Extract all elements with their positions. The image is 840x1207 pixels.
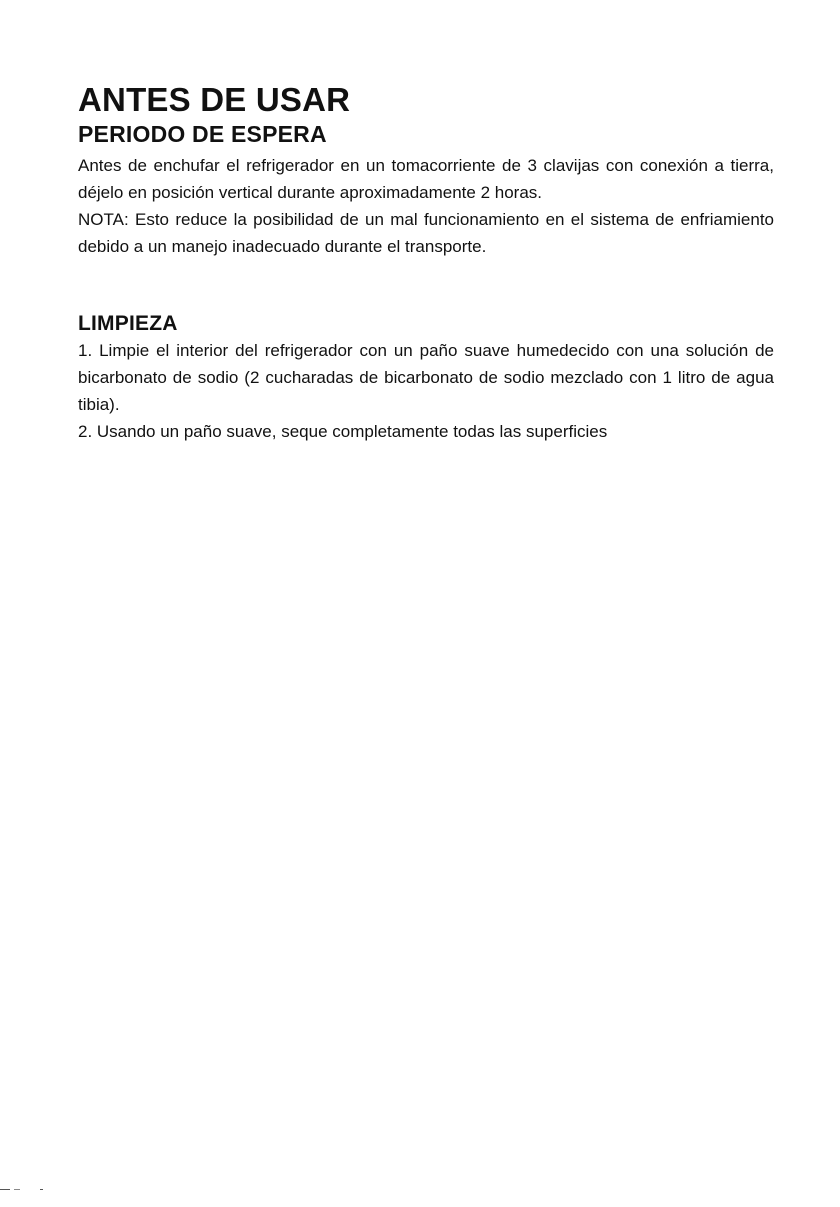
section-heading-limpieza: LIMPIEZA xyxy=(78,312,178,335)
paragraph-periodo-nota: NOTA: Esto reduce la posibilidad de un mal funcionamiento en el sistema de enfriamiento debido a un manejo inadecuado durante el transporte. xyxy=(78,210,774,256)
paragraph-limpieza-1: 1. Limpie el interior del refrigerador con un paño suave humedecido con una solución de bicarbonato de sodio (2 cucharadas de bicarbonato de sodio mezclado con 1 litro de agua tibia). xyxy=(78,341,774,414)
document-page xyxy=(78,80,774,445)
paragraph-limpieza-2: 2. Usando un paño suave, seque completamente todas las superficies xyxy=(78,422,608,441)
paragraph-periodo-1: Antes de enchufar el refrigerador en un tomacorriente de 3 clavijas con conexión a tierra, déjelo en posición vertical durante aproximadamente 2 horas. xyxy=(78,156,774,202)
spacer xyxy=(78,260,774,311)
section-heading-periodo-de-espera: PERIODO DE ESPERA xyxy=(78,121,327,147)
page-title: ANTES DE USAR xyxy=(78,81,351,118)
